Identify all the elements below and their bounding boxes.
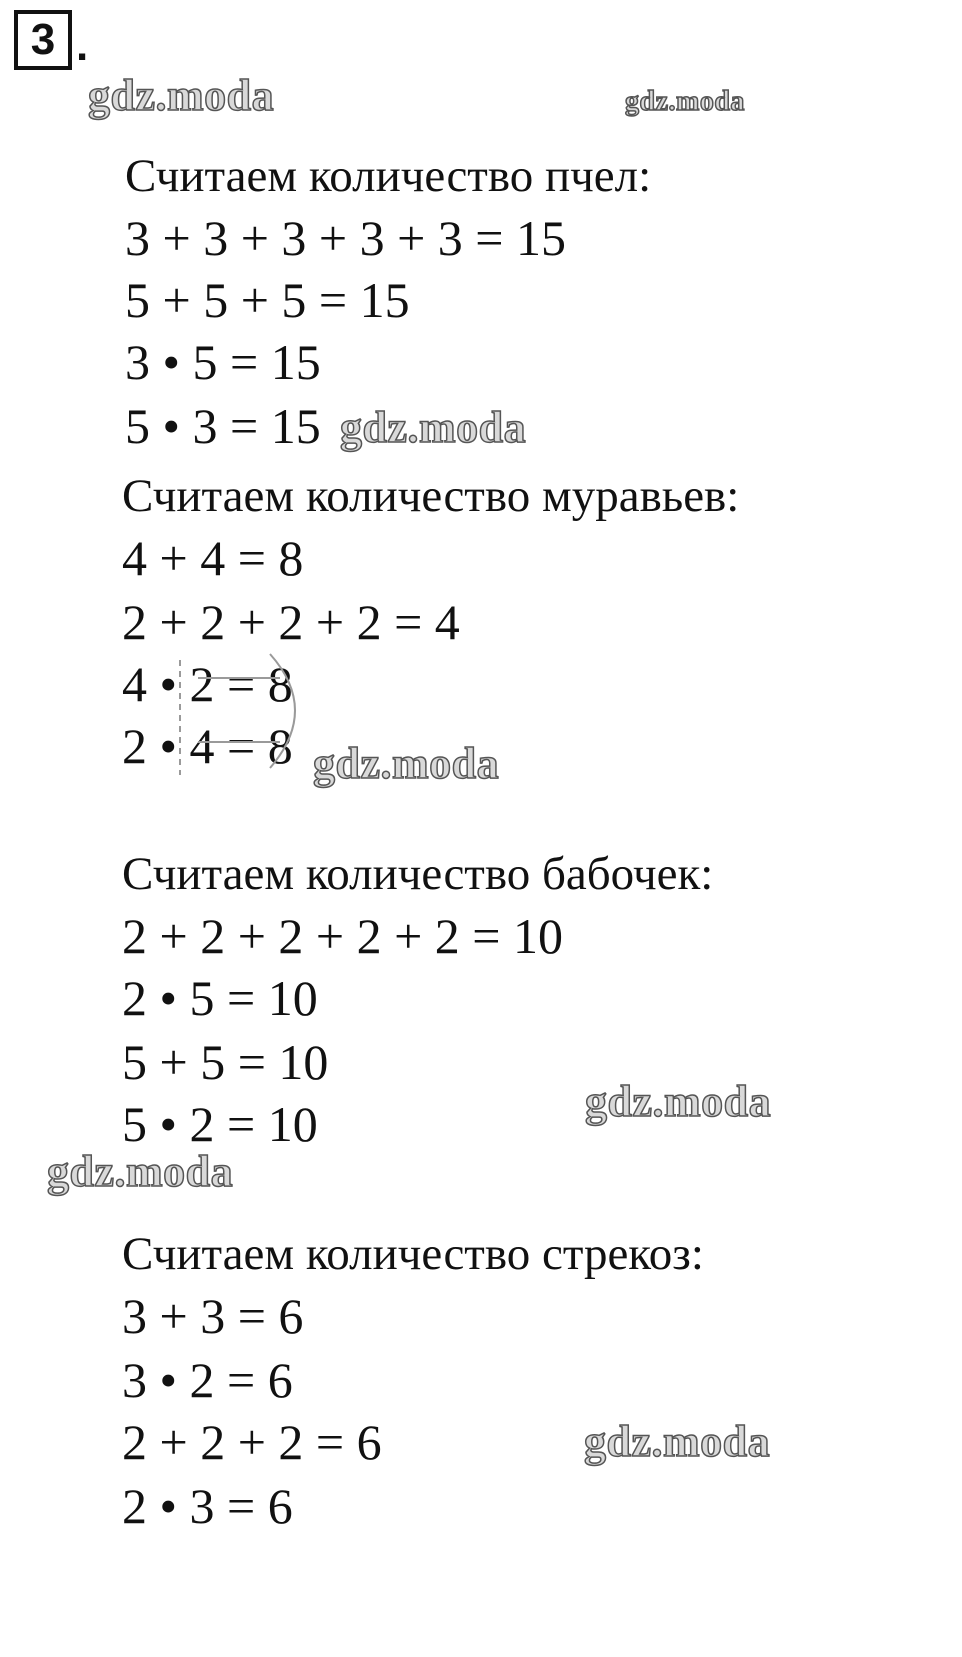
watermark: gdz.moda xyxy=(47,1147,234,1196)
equation-line: 4 + 4 = 8 xyxy=(122,530,304,586)
watermark: gdz.moda xyxy=(88,71,275,120)
task-number-dot: . xyxy=(76,21,89,70)
equation-line: 2 + 2 + 2 = 6 xyxy=(122,1414,382,1470)
watermark: gdz.moda xyxy=(584,1417,771,1466)
section-heading-ants: Считаем количество муравьев: xyxy=(122,470,740,522)
pencil-correction-marks xyxy=(170,650,320,780)
watermark: gdz.moda xyxy=(340,403,527,452)
equation-line: 5 • 2 = 10 xyxy=(122,1096,318,1152)
section-heading-butterflies: Считаем количество бабочек: xyxy=(122,848,714,900)
equation-line: 4 • 2 = 8 xyxy=(122,656,293,712)
equation-line: 3 • 2 = 6 xyxy=(122,1352,293,1408)
equation-line: 3 + 3 = 6 xyxy=(122,1288,304,1344)
equation-line: 3 + 3 + 3 + 3 + 3 = 15 xyxy=(125,210,566,266)
equation-line: 5 + 5 = 10 xyxy=(122,1034,329,1090)
task-number: 3 xyxy=(30,15,56,64)
watermark: gdz.moda xyxy=(625,86,745,117)
watermark: gdz.moda xyxy=(585,1077,772,1126)
equation-line: 2 + 2 + 2 + 2 = 4 xyxy=(122,594,460,650)
equation-line: 2 + 2 + 2 + 2 + 2 = 10 xyxy=(122,908,563,964)
task-number-box xyxy=(14,10,72,70)
equation-line: 3 • 5 = 15 xyxy=(125,334,321,390)
section-heading-dragonflies: Считаем количество стрекоз: xyxy=(122,1228,704,1280)
equation-line: 2 • 4 = 8 xyxy=(122,718,293,774)
equation-line: 5 • 3 = 15 xyxy=(125,398,321,454)
equation-line: 2 • 3 = 6 xyxy=(122,1478,293,1534)
equation-line: 2 • 5 = 10 xyxy=(122,970,318,1026)
watermark: gdz.moda xyxy=(313,739,500,788)
section-heading-bees: Считаем количество пчел: xyxy=(125,150,652,202)
equation-line: 5 + 5 + 5 = 15 xyxy=(125,272,410,328)
